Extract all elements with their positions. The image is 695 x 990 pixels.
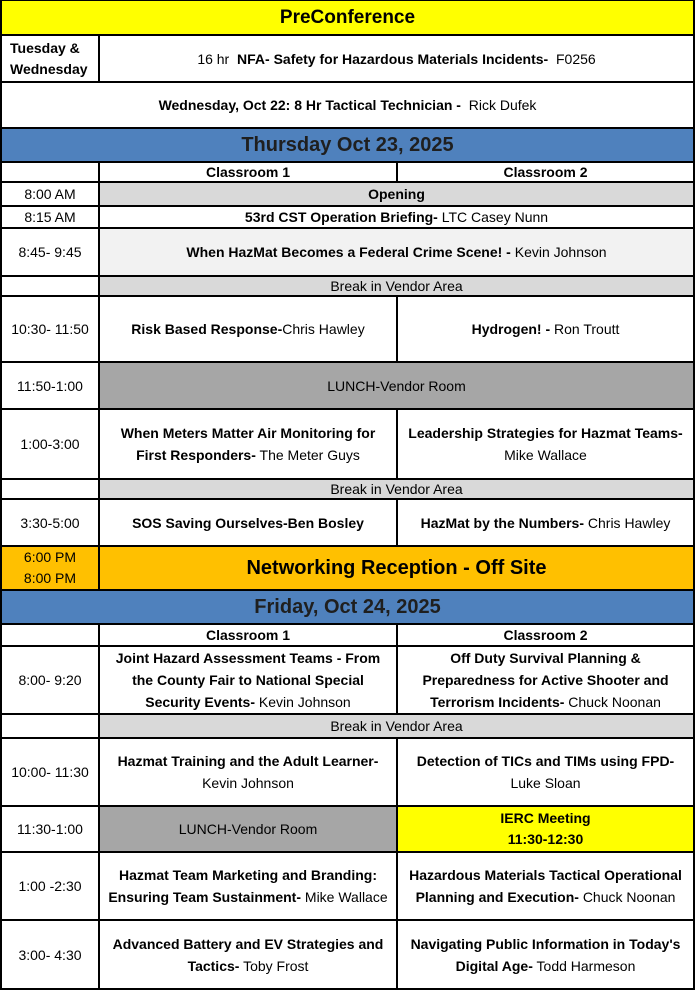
- f1000-a-title: Hazmat Training and the Adult Learner-: [117, 753, 379, 769]
- f100-b-speaker: Chuck Noonan: [582, 889, 676, 905]
- ierc-time: 11:30-12:30: [507, 831, 584, 847]
- crime-time: 8:45- 9:45: [18, 244, 82, 260]
- break1-cell: [98, 275, 695, 297]
- f300-time: 3:00- 4:30: [18, 946, 82, 963]
- nfa-course: NFA- Safety for Hazardous Materials Incidents-: [237, 50, 549, 67]
- opening-cell: [98, 181, 695, 207]
- thursday-reception-row: [0, 546, 695, 590]
- s330-time-cell: [0, 498, 100, 547]
- friday-classroom1: Classroom 1: [205, 627, 291, 643]
- friday-100-row: [0, 852, 695, 920]
- s330-a-cell: [98, 498, 398, 547]
- f1000-a-speaker: Kevin Johnson: [202, 775, 294, 791]
- f1000-a-cell: [98, 737, 398, 807]
- thursday-100-row: [0, 409, 695, 479]
- thursday-classroom-row: [0, 162, 695, 182]
- f100-time: 1:00 -2:30: [18, 878, 82, 894]
- s1030-a-title: Risk Based Response-: [131, 321, 283, 337]
- thursday-lunch-row: [0, 362, 695, 409]
- f1000-a-text: [100, 750, 396, 794]
- lunch-label: LUNCH-Vendor Room: [327, 377, 466, 394]
- f800-b-cell: [396, 645, 695, 715]
- lunch-time-cell: [0, 361, 100, 410]
- crime-text: [180, 241, 612, 263]
- lunch-cell: [98, 361, 695, 410]
- friday-blank-cell: [0, 623, 100, 647]
- s100-b-cell: [396, 408, 695, 480]
- nfa-duration: 16 hr: [197, 50, 230, 67]
- thursday-330-row: [0, 499, 695, 546]
- friday-break-row: [0, 714, 695, 738]
- f300-a-speaker: Toby Frost: [243, 957, 309, 974]
- thursday-cst-row: [0, 206, 695, 228]
- thursday-header-row: [0, 128, 695, 162]
- s1030-a-text: [125, 318, 370, 340]
- s100-time: 1:00-3:00: [20, 436, 80, 452]
- f1000-b-cell: [396, 737, 695, 807]
- thursday-classroom1: Classroom 1: [205, 164, 291, 180]
- preconference-title: PreConference: [279, 6, 416, 28]
- f800-a-cell: [98, 645, 398, 715]
- cst-time-cell: [0, 205, 100, 229]
- thursday-opening-row: [0, 182, 695, 206]
- friday-classroom1-cell: [98, 623, 398, 647]
- s100-a-speaker: The Meter Guys: [259, 447, 360, 463]
- f300-b-text: [398, 933, 693, 977]
- lunch-time: 11:50-1:00: [17, 377, 83, 394]
- f300-a-title: Advanced Battery and EV Strategies and Tactics-: [112, 935, 384, 974]
- preconference-days: Tuesday & Wednesday: [10, 39, 88, 77]
- fbreak-cell: [98, 713, 695, 739]
- thursday-classroom2: Classroom 2: [503, 164, 588, 180]
- s330-a-title: SOS Saving Ourselves-Ben Bosley: [132, 514, 364, 531]
- fbreak-time-cell: [0, 713, 100, 739]
- s1030-a-cell: [98, 295, 398, 363]
- reception-time-cell: [0, 545, 100, 591]
- friday-title: Friday, Oct 24, 2025: [254, 595, 441, 618]
- crime-speaker: Kevin Johnson: [514, 244, 607, 260]
- f300-b-title: Navigating Public Information in Today's Digital Age-: [410, 935, 681, 974]
- friday-header-row: [0, 590, 695, 624]
- cst-text: [239, 206, 554, 228]
- s1030-b-speaker: Ron Troutt: [554, 321, 620, 337]
- opening-label: Opening: [368, 186, 425, 202]
- f100-a-speaker: Mike Wallace: [304, 889, 388, 905]
- s100-a-title: When Meters Matter Air Monitoring for First Responders-: [120, 425, 376, 463]
- s330-b-title: HazMat by the Numbers-: [420, 514, 584, 531]
- thursday-classroom2-cell: [396, 161, 695, 183]
- cst-time: 8:15 AM: [24, 209, 76, 225]
- preconference-tactical-text: [153, 94, 543, 116]
- f800-time: 8:00- 9:20: [18, 672, 82, 688]
- f300-b-speaker: Todd Harmeson: [536, 957, 636, 974]
- friday-title-cell: [0, 589, 695, 625]
- cst-title: 53rd CST Operation Briefing-: [244, 209, 438, 225]
- f1130-time-cell: [0, 805, 100, 853]
- cst-speaker: LTC Casey Nunn: [441, 209, 549, 225]
- friday-1000-row: [0, 738, 695, 806]
- preconference-header-row: [0, 0, 695, 35]
- f1130-a-cell: [98, 805, 398, 853]
- f1130-lunch: LUNCH-Vendor Room: [178, 821, 318, 837]
- f800-a-text: [100, 647, 396, 713]
- f300-a-text: [100, 933, 396, 977]
- break1-time-cell: [0, 275, 100, 297]
- f1130-b-cell: [396, 805, 695, 853]
- f800-b-title: Off Duty Survival Planning & Preparedness for Active Shooter and Terrorism Incidents-: [422, 650, 669, 710]
- f100-b-title: Hazardous Materials Tactical Operational Planning and Execution-: [409, 867, 682, 905]
- s100-time-cell: [0, 408, 100, 480]
- friday-classroom2: Classroom 2: [503, 627, 588, 643]
- friday-classroom-row: [0, 624, 695, 646]
- friday-800-row: [0, 646, 695, 714]
- f800-b-text: [398, 647, 693, 713]
- f1130-time: 11:30-1:00: [17, 821, 83, 837]
- f800-b-speaker: Chuck Noonan: [568, 694, 661, 710]
- crime-time-cell: [0, 227, 100, 277]
- s330-b-cell: [396, 498, 695, 547]
- f1000-b-speaker: Luke Sloan: [510, 775, 581, 791]
- friday-300-row: [0, 920, 695, 990]
- break2-time-cell: [0, 478, 100, 500]
- preconference-row-tactical: [0, 82, 695, 128]
- reception-time-end: 8:00 PM: [23, 570, 77, 586]
- break2-cell: [98, 478, 695, 500]
- thursday-classroom1-cell: [98, 161, 398, 183]
- s330-b-text: [415, 512, 677, 534]
- preconference-tactical-cell: [0, 81, 695, 129]
- thursday-1030-row: [0, 296, 695, 362]
- s100-a-cell: [98, 408, 398, 480]
- fbreak-label: Break in Vendor Area: [330, 718, 463, 734]
- f1000-time-cell: [0, 737, 100, 807]
- f800-a-title: Joint Hazard Assessment Teams - From the County Fair to National Special Security Events-: [115, 650, 381, 710]
- crime-title: When HazMat Becomes a Federal Crime Scene! -: [186, 244, 511, 260]
- reception-label: Networking Reception - Off Site: [246, 556, 547, 579]
- f300-b-cell: [396, 919, 695, 990]
- f300-time-cell: [0, 919, 100, 990]
- f100-a-title: Hazmat Team Marketing and Branding: Ensuring Team Sustainment-: [108, 867, 377, 905]
- s100-a-text: [100, 422, 396, 466]
- s1030-b-title: Hydrogen! -: [471, 321, 551, 337]
- s1030-a-speaker: Chris Hawley: [282, 321, 365, 337]
- opening-time: 8:00 AM: [24, 186, 76, 202]
- f100-a-text: [100, 864, 396, 908]
- friday-1130-row: [0, 806, 695, 852]
- s330-time: 3:30-5:00: [20, 514, 80, 531]
- f100-b-text: [398, 864, 693, 908]
- s1030-b-cell: [396, 295, 695, 363]
- f100-time-cell: [0, 851, 100, 921]
- s1030-b-text: [466, 318, 626, 340]
- tactical-title: Wednesday, Oct 22: 8 Hr Tactical Technician -: [158, 97, 461, 113]
- f300-a-cell: [98, 919, 398, 990]
- tactical-instructor: Rick Dufek: [468, 97, 537, 113]
- thursday-title-cell: [0, 127, 695, 163]
- opening-time-cell: [0, 181, 100, 207]
- s100-b-speaker: Mike Wallace: [504, 447, 587, 463]
- crime-cell: [98, 227, 695, 277]
- thursday-crime-row: [0, 228, 695, 276]
- f800-time-cell: [0, 645, 100, 715]
- preconference-nfa-cell: [98, 34, 695, 83]
- preconference-title-cell: [0, 0, 695, 36]
- preconference-nfa-text: [191, 48, 601, 70]
- break1-label: Break in Vendor Area: [330, 278, 463, 294]
- f800-a-speaker: Kevin Johnson: [258, 694, 351, 710]
- nfa-code: F0256: [555, 50, 596, 67]
- f1000-b-text: [398, 750, 693, 794]
- reception-cell: [98, 545, 695, 591]
- s100-b-text: [398, 422, 693, 466]
- f1000-b-title: Detection of TICs and TIMs using FPD-: [416, 753, 675, 769]
- f100-b-cell: [396, 851, 695, 921]
- cst-cell: [98, 205, 695, 229]
- f1000-time: 10:00- 11:30: [11, 764, 89, 780]
- s1030-time-cell: [0, 295, 100, 363]
- friday-classroom2-cell: [396, 623, 695, 647]
- s1030-time: 10:30- 11:50: [11, 321, 89, 337]
- preconference-row-nfa: [0, 35, 695, 82]
- ierc-title: IERC Meeting: [500, 810, 591, 826]
- thursday-blank-cell: [0, 161, 100, 183]
- f100-a-cell: [98, 851, 398, 921]
- s100-b-title: Leadership Strategies for Hazmat Teams-: [408, 425, 683, 441]
- reception-time-start: 6:00 PM: [23, 549, 77, 565]
- break2-label: Break in Vendor Area: [330, 481, 463, 497]
- preconference-days-cell: [0, 34, 100, 83]
- thursday-break2-row: [0, 479, 695, 499]
- s330-b-speaker: Chris Hawley: [587, 514, 671, 531]
- thursday-title: Thursday Oct 23, 2025: [241, 133, 454, 156]
- thursday-break1-row: [0, 276, 695, 296]
